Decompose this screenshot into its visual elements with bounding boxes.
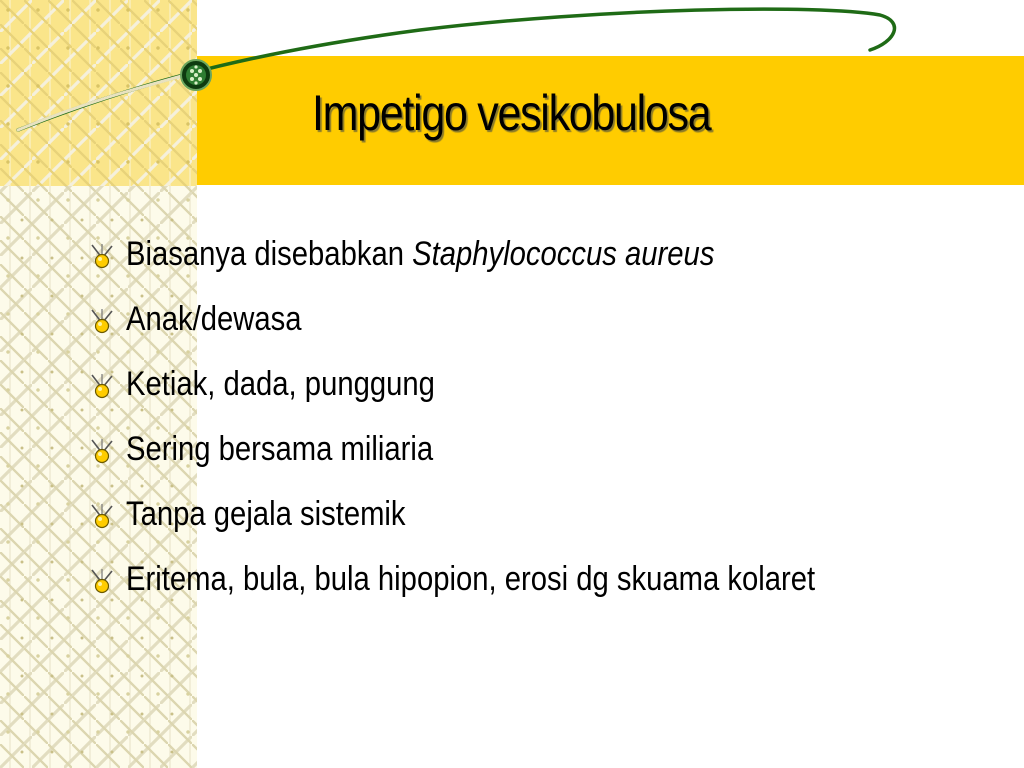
bullet-text: Sering bersama miliaria <box>126 430 434 468</box>
leaf-bullet-icon <box>88 242 116 270</box>
bullet-text: Ketiak, dada, punggung <box>126 365 435 403</box>
bullet-text: Anak/dewasa <box>126 300 302 338</box>
list-item <box>88 557 988 601</box>
bullet-text: Biasanya disebabkan <box>126 235 413 273</box>
bullet-list <box>88 232 988 622</box>
bullet-text-italic: Staphylococcus aureus <box>412 235 715 273</box>
list-item <box>88 297 988 341</box>
bullet-text: Tanpa gejala sistemik <box>126 495 406 533</box>
leaf-bullet-icon <box>88 502 116 530</box>
decorative-pattern-top <box>0 0 197 186</box>
leaf-bullet-icon <box>88 567 116 595</box>
bullet-text: Eritema, bula, bula hipopion, erosi dg skuama kolaret <box>126 560 816 598</box>
list-item <box>88 492 988 536</box>
list-item <box>88 362 988 406</box>
list-item <box>88 232 988 276</box>
leaf-bullet-icon <box>88 437 116 465</box>
slide-title: Impetigo vesikobulosa <box>312 85 711 141</box>
leaf-bullet-icon <box>88 307 116 335</box>
list-item <box>88 427 988 471</box>
leaf-bullet-icon <box>88 372 116 400</box>
